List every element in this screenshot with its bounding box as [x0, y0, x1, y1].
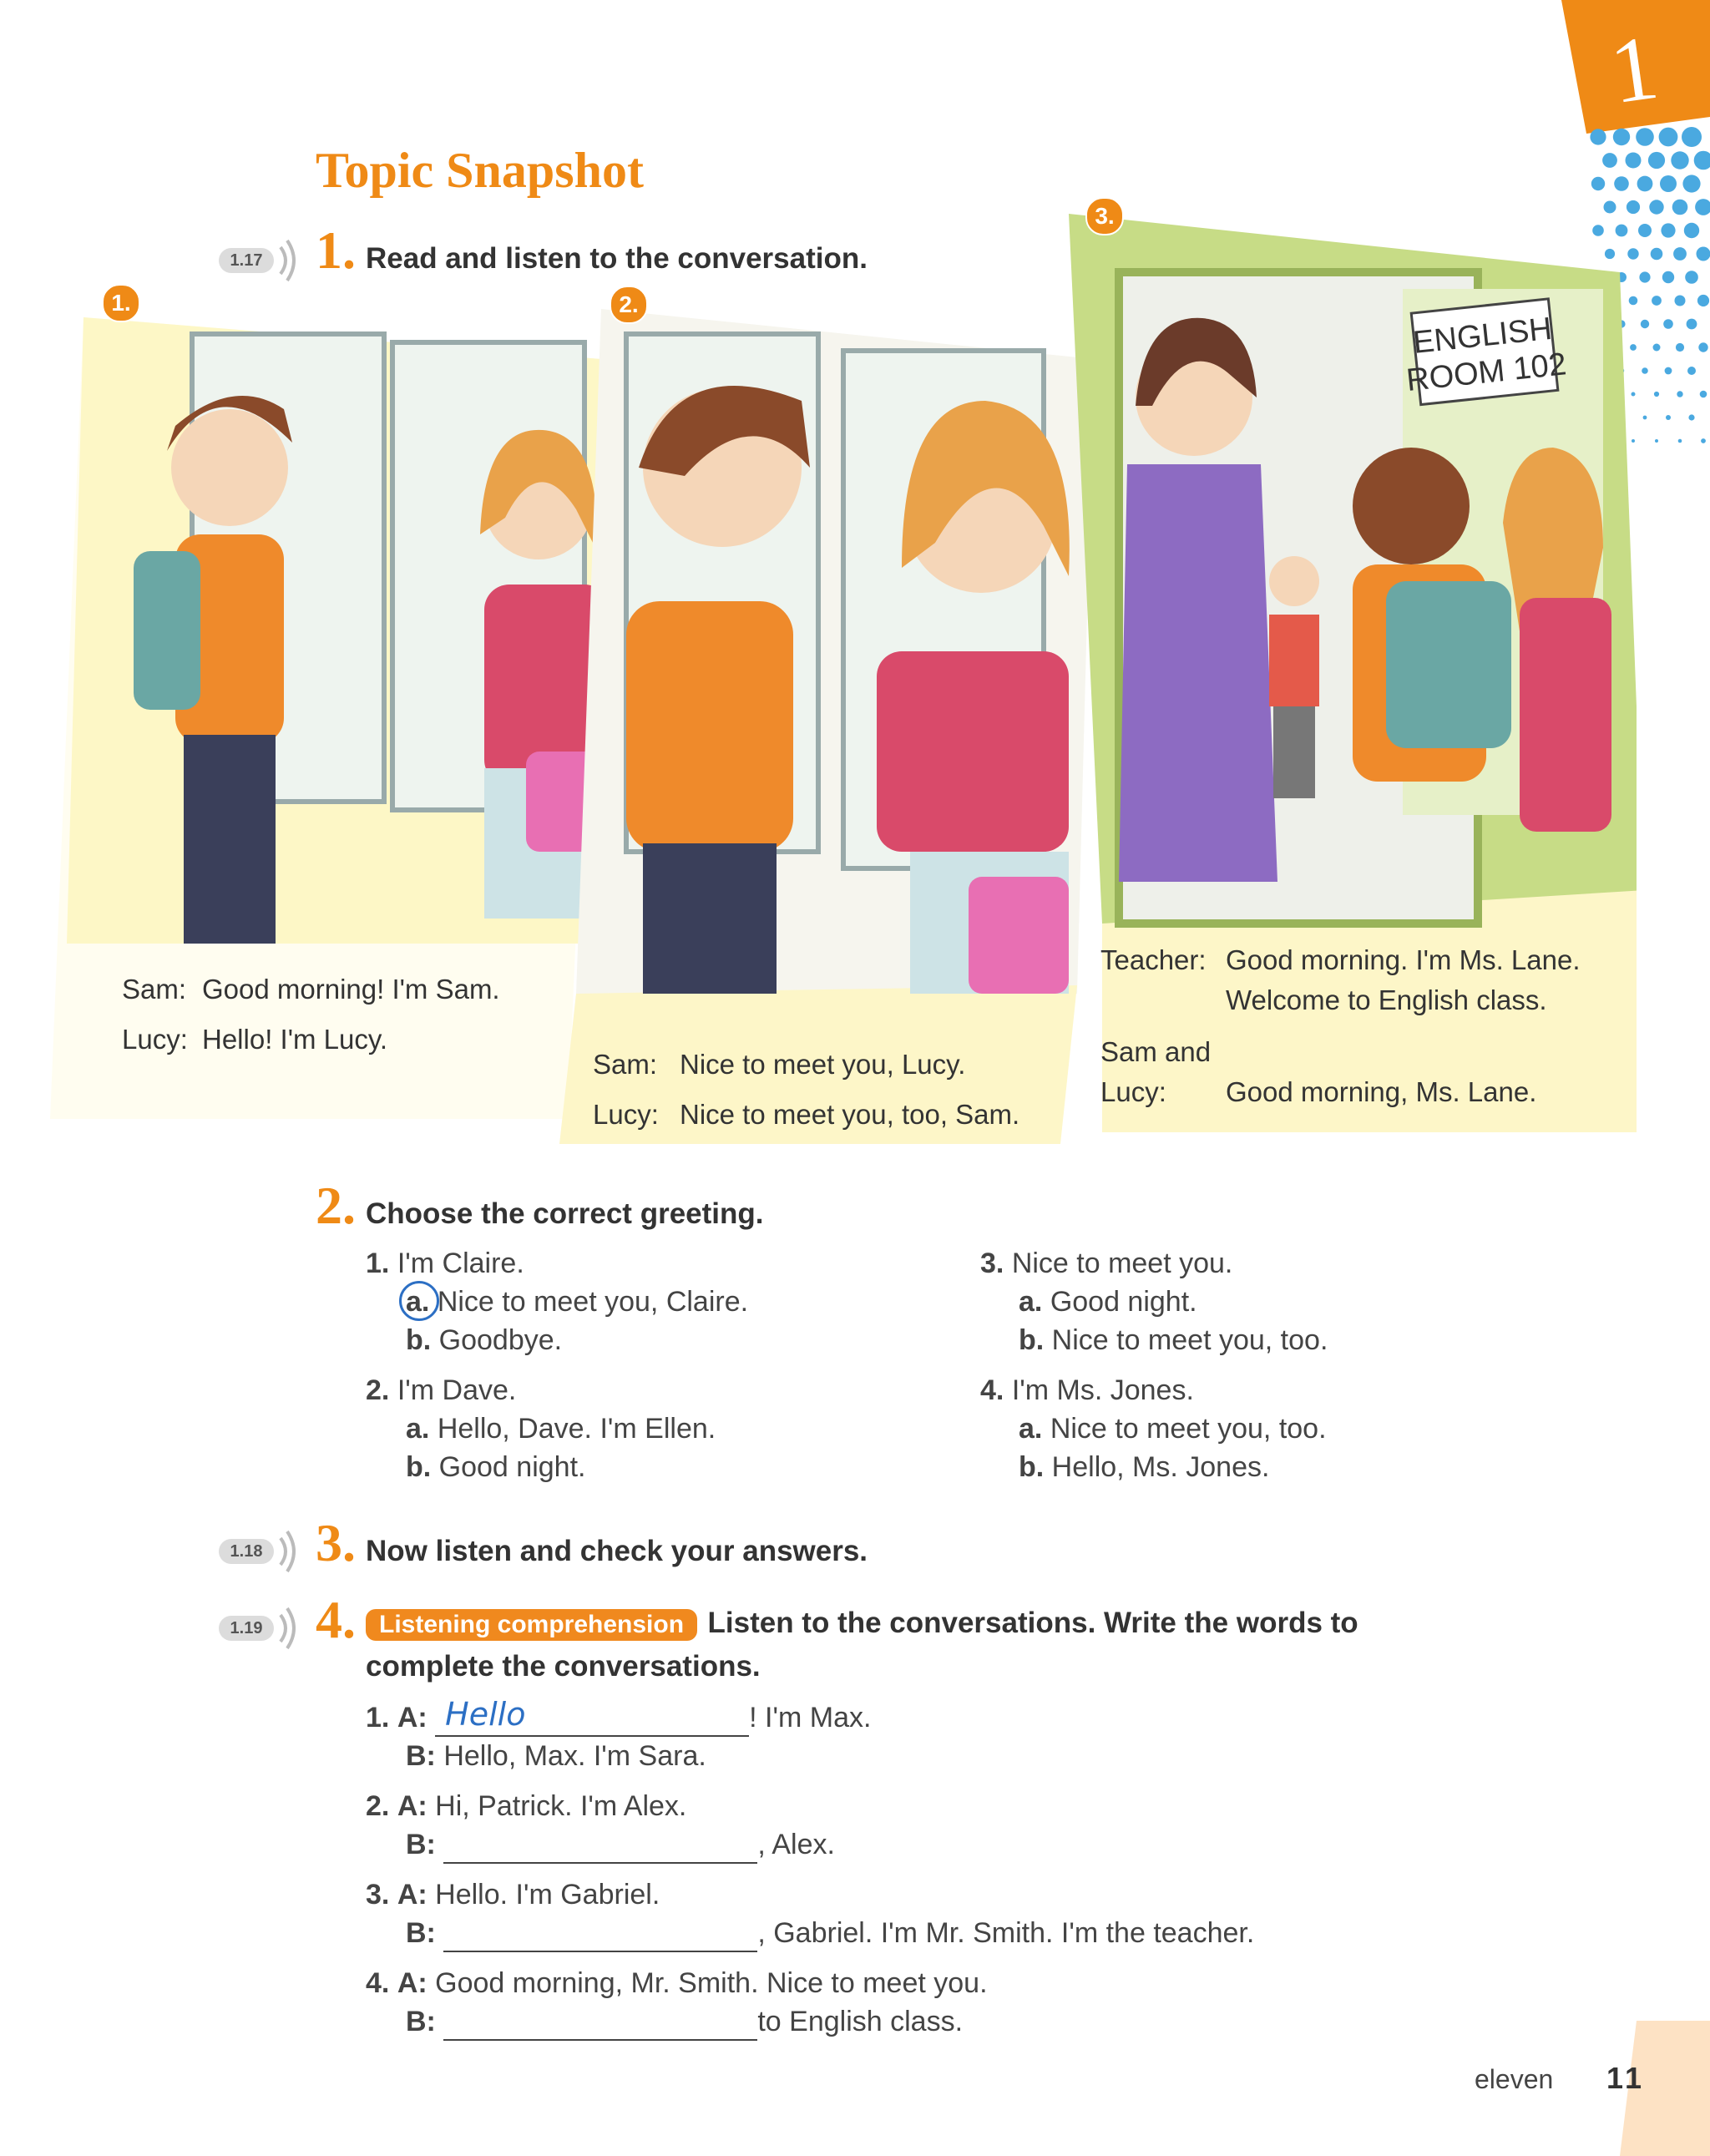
panel-3-line-2	[1100, 980, 1547, 1020]
decorative-dot	[1698, 342, 1707, 352]
ex2-item-2	[366, 1371, 716, 1486]
decorative-dot	[1655, 439, 1658, 443]
comic-panel-2	[559, 276, 1102, 1144]
line-text: Nice to meet you, Lucy.	[680, 1049, 966, 1080]
audio-track-1-18[interactable]	[219, 1526, 301, 1577]
line-text: Hi, Patrick. I'm Alex.	[435, 1790, 687, 1822]
sign-line-1: ENGLISH	[1411, 311, 1554, 361]
option-a: Hello, Dave. I'm Ellen.	[437, 1413, 716, 1445]
speaker: Sam:	[593, 1049, 658, 1080]
exercise-2-instruction: Choose the correct greeting.	[366, 1197, 764, 1230]
panel-1-line-2	[122, 1015, 387, 1065]
item-prompt: I'm Ms. Jones.	[1011, 1374, 1194, 1406]
line-text: Nice to meet you, too, Sam.	[680, 1099, 1020, 1130]
decorative-dot	[1654, 392, 1659, 397]
answer-blank[interactable]	[443, 1834, 757, 1864]
option-b: Nice to meet you, too.	[1051, 1324, 1328, 1356]
line-text: Hello! I'm Lucy.	[202, 1024, 388, 1055]
speaker: Teacher:	[1100, 944, 1207, 975]
page-word: eleven	[1475, 2064, 1554, 2094]
panel-2-line-2	[593, 1090, 1019, 1140]
option-a: Good night.	[1050, 1286, 1197, 1318]
line-text: Welcome to English class.	[1226, 984, 1547, 1015]
line-text: , Gabriel. I'm Mr. Smith. I'm the teacher.	[757, 1917, 1255, 1949]
speaker: Lucy:	[1100, 1076, 1166, 1107]
decorative-dot	[1675, 296, 1686, 306]
decorative-dot	[1684, 223, 1699, 238]
line-text: Good morning! I'm Sam.	[202, 974, 500, 1005]
audio-icon	[276, 235, 301, 286]
ex4-item-4	[366, 1964, 988, 2041]
decorative-dot	[1687, 367, 1696, 375]
ex2-item-3	[980, 1244, 1328, 1359]
audio-track-1-17[interactable]	[219, 235, 301, 286]
decorative-dot	[1671, 151, 1688, 169]
exercise-1-instruction: Read and listen to the conversation.	[366, 242, 868, 275]
decorative-dot	[1661, 223, 1675, 237]
line-text: Good morning, Ms. Lane.	[1226, 1076, 1537, 1107]
decorative-dot	[1660, 175, 1677, 192]
comic-panel-1	[50, 284, 610, 1136]
decorative-dot	[1642, 367, 1648, 374]
line-text: ! I'm Max.	[749, 1702, 872, 1733]
decorative-dot	[1687, 319, 1697, 330]
speaker-a: A:	[397, 1879, 428, 1911]
exercise-4-header	[366, 1607, 1358, 1641]
speaker-b: B:	[406, 1740, 436, 1772]
ex2-item-1	[366, 1244, 748, 1359]
audio-track-label: 1.18	[219, 1539, 274, 1564]
comic-panel-3	[1069, 197, 1637, 1132]
ex4-item-3	[366, 1875, 1254, 1952]
decorative-dot	[1626, 153, 1642, 169]
decorative-dot	[1694, 151, 1710, 170]
decorative-dot	[1653, 344, 1661, 352]
decorative-dot	[1637, 176, 1653, 192]
answer-blank[interactable]	[435, 1696, 749, 1737]
letter-b: b.	[406, 1324, 432, 1356]
answer-blank[interactable]	[443, 2011, 757, 2041]
page-title: Topic Snapshot	[316, 143, 644, 198]
decorative-dot	[1614, 176, 1629, 191]
letter-a: a.	[1019, 1286, 1043, 1318]
item-number: 1.	[366, 1702, 390, 1733]
speaker-a: A:	[397, 1790, 428, 1822]
panel-1-badge: 1.	[102, 284, 140, 322]
decorative-dot	[1662, 271, 1674, 283]
speaker: Sam and	[1100, 1036, 1212, 1067]
exercise-2-number: 2.	[316, 1176, 356, 1235]
item-number: 3.	[366, 1879, 390, 1911]
decorative-dot	[1673, 247, 1687, 261]
audio-track-label: 1.17	[219, 248, 274, 273]
panel-1-line-1	[122, 964, 500, 1015]
line-text: , Alex.	[757, 1829, 835, 1860]
decorative-dot	[1682, 127, 1702, 147]
ex2-item-4	[980, 1371, 1327, 1486]
line-text: Hello, Max. I'm Sara.	[443, 1740, 706, 1772]
option-a: Nice to meet you, Claire.	[437, 1286, 749, 1318]
item-number: 4.	[366, 1967, 390, 1999]
panel-2-illustration	[559, 276, 1102, 1144]
decorative-dot	[1688, 414, 1694, 420]
line-text: to English class.	[757, 2006, 964, 2037]
exercise-4-instruction-line-2: complete the conversations.	[366, 1650, 761, 1683]
speaker: Lucy:	[593, 1099, 659, 1130]
speaker-a: A:	[397, 1967, 428, 1999]
exercise-1-number: 1.	[316, 220, 356, 280]
audio-icon	[276, 1526, 301, 1577]
decorative-dot	[1659, 128, 1678, 147]
page-number: 11	[1606, 2061, 1646, 2095]
speaker: Sam:	[122, 974, 187, 1005]
decorative-dot	[1678, 439, 1682, 443]
exercise-3-instruction: Now listen and check your answers.	[366, 1535, 868, 1567]
letter-b: b.	[1019, 1324, 1045, 1356]
decorative-dot	[1590, 129, 1606, 144]
item-number: 2.	[366, 1790, 390, 1822]
decorative-dot	[1641, 320, 1649, 328]
decorative-dot	[1665, 367, 1672, 375]
letter-a: a.	[1019, 1413, 1043, 1445]
item-number: 3.	[980, 1248, 1004, 1279]
decorative-dot	[1639, 271, 1650, 282]
decorative-dot	[1676, 343, 1684, 352]
decorative-dot	[1697, 295, 1709, 306]
panel-3-line-3	[1100, 1032, 1226, 1072]
line-text: Good morning, Mr. Smith. Nice to meet you.	[435, 1967, 988, 1999]
audio-track-1-19[interactable]	[219, 1603, 301, 1653]
speaker: Lucy:	[122, 1024, 188, 1055]
item-prompt: I'm Claire.	[397, 1248, 524, 1279]
decorative-dot	[1697, 247, 1710, 261]
exercise-3-number: 3.	[316, 1513, 356, 1572]
listening-comprehension-tag: Listening comprehension	[366, 1609, 697, 1641]
letter-a: a.	[406, 1413, 430, 1445]
ex4-item-2	[366, 1787, 835, 1864]
exercise-4-number: 4.	[316, 1590, 356, 1649]
option-b: Hello, Ms. Jones.	[1051, 1451, 1270, 1483]
unit-number: 1	[1604, 15, 1664, 124]
decorative-dot	[1677, 391, 1682, 397]
speaker-b: B:	[406, 1829, 436, 1860]
decorative-dot	[1651, 248, 1663, 261]
decorative-dot	[1648, 152, 1665, 169]
option-b: Goodbye.	[438, 1324, 563, 1356]
decorative-dot	[1685, 271, 1698, 284]
decorative-dot	[1638, 224, 1652, 237]
speaker-b: B:	[406, 1917, 436, 1949]
panel-3-line-1	[1100, 940, 1581, 980]
panel-2-badge: 2.	[610, 286, 648, 324]
speaker-a: A:	[397, 1702, 428, 1733]
sign-line-2: ROOM 102	[1404, 347, 1568, 399]
decorative-dot	[1666, 415, 1671, 420]
decorative-dot	[1700, 391, 1707, 398]
audio-track-label: 1.19	[219, 1616, 274, 1641]
handwritten-answer: Hello	[445, 1696, 526, 1733]
decorative-dot	[1682, 175, 1700, 192]
decorative-dot	[1636, 128, 1654, 146]
line-text: Hello. I'm Gabriel.	[435, 1879, 660, 1911]
speaker-b: B:	[406, 2006, 436, 2037]
item-prompt: I'm Dave.	[397, 1374, 517, 1406]
panel-3-line-4	[1100, 1072, 1536, 1112]
decorative-dot	[1591, 177, 1605, 190]
item-number: 4.	[980, 1374, 1004, 1406]
option-a: Nice to meet you, too.	[1050, 1413, 1327, 1445]
unit-tab	[1553, 0, 1710, 134]
decorative-dot	[1649, 200, 1663, 214]
letter-b: b.	[406, 1451, 432, 1483]
panel-3-badge: 3.	[1085, 197, 1124, 235]
audio-icon	[276, 1603, 301, 1653]
decorative-dot	[1602, 153, 1617, 168]
answer-a-circled: a.	[406, 1283, 429, 1321]
item-number: 1.	[366, 1248, 390, 1279]
decorative-dot	[1613, 129, 1630, 145]
option-b: Good night.	[438, 1451, 586, 1483]
letter-b: b.	[1019, 1451, 1045, 1483]
decorative-dot	[1643, 416, 1647, 420]
line-text: Good morning. I'm Ms. Lane.	[1226, 944, 1581, 975]
answer-blank[interactable]	[443, 1922, 757, 1952]
decorative-dot	[1672, 200, 1688, 215]
exercise-4-instruction-line-1: Listen to the conversations. Write the words to	[707, 1607, 1358, 1639]
item-prompt: Nice to meet you.	[1011, 1248, 1233, 1279]
decorative-dot	[1701, 438, 1706, 443]
panel-2-line-1	[593, 1040, 965, 1090]
item-number: 2.	[366, 1374, 390, 1406]
ex4-item-1	[366, 1698, 871, 1775]
decorative-dot	[1695, 199, 1710, 215]
decorative-dot	[1663, 319, 1673, 329]
decorative-dot	[1652, 296, 1662, 306]
